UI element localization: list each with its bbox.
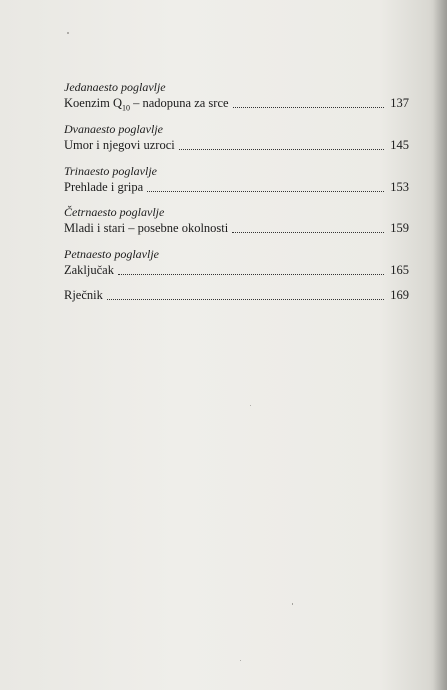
toc-entry xyxy=(64,122,409,153)
paper-speck xyxy=(240,660,241,661)
entry-title-rest: – nadopuna za srce xyxy=(129,96,229,110)
toc-row xyxy=(64,95,409,111)
entry-title-main: Koenzim Q xyxy=(64,96,122,110)
chapter-label: Petnaesto poglavlje xyxy=(64,247,159,261)
chapter-label: Jedanaesto poglavlje xyxy=(64,80,166,94)
paper-speck xyxy=(67,32,69,34)
entry-title: Umor i njegovi uzroci xyxy=(64,138,175,152)
dot-leader xyxy=(147,190,384,192)
chapter-label: Trinaesto poglavlje xyxy=(64,164,157,178)
entry-title-subscript: 10 xyxy=(121,103,130,113)
paper-speck xyxy=(250,405,251,406)
toc-row xyxy=(64,137,409,153)
dot-leader xyxy=(232,231,384,233)
toc-entry xyxy=(64,247,409,278)
chapter-label: Četrnaesto poglavlje xyxy=(64,205,165,219)
page-number: 169 xyxy=(390,288,409,302)
page-number: 159 xyxy=(390,221,409,235)
toc-row xyxy=(64,262,409,278)
toc-row xyxy=(64,287,409,303)
entry-title: Zaključak xyxy=(64,263,114,277)
entry-title xyxy=(64,95,229,117)
dot-leader xyxy=(107,298,384,300)
toc-entry xyxy=(64,287,409,303)
toc-entry xyxy=(64,164,409,195)
page-number: 137 xyxy=(390,96,409,110)
toc-row xyxy=(64,179,409,195)
page-number: 153 xyxy=(390,180,409,194)
toc-entry xyxy=(64,205,409,236)
dot-leader xyxy=(118,273,384,275)
entry-title: Mladi i stari – posebne okolnosti xyxy=(64,221,229,235)
dot-leader xyxy=(233,106,385,108)
page-number: 165 xyxy=(390,263,409,277)
entry-title: Rječnik xyxy=(64,288,103,302)
table-of-contents xyxy=(64,80,409,303)
page-number: 145 xyxy=(390,138,409,152)
chapter-label: Dvanaesto poglavlje xyxy=(64,122,163,136)
dot-leader xyxy=(179,148,385,150)
paper-speck xyxy=(292,603,293,605)
toc-entry xyxy=(64,80,409,111)
entry-title: Prehlade i gripa xyxy=(64,180,144,194)
page-edge-shadow xyxy=(433,0,447,690)
toc-row xyxy=(64,220,409,236)
